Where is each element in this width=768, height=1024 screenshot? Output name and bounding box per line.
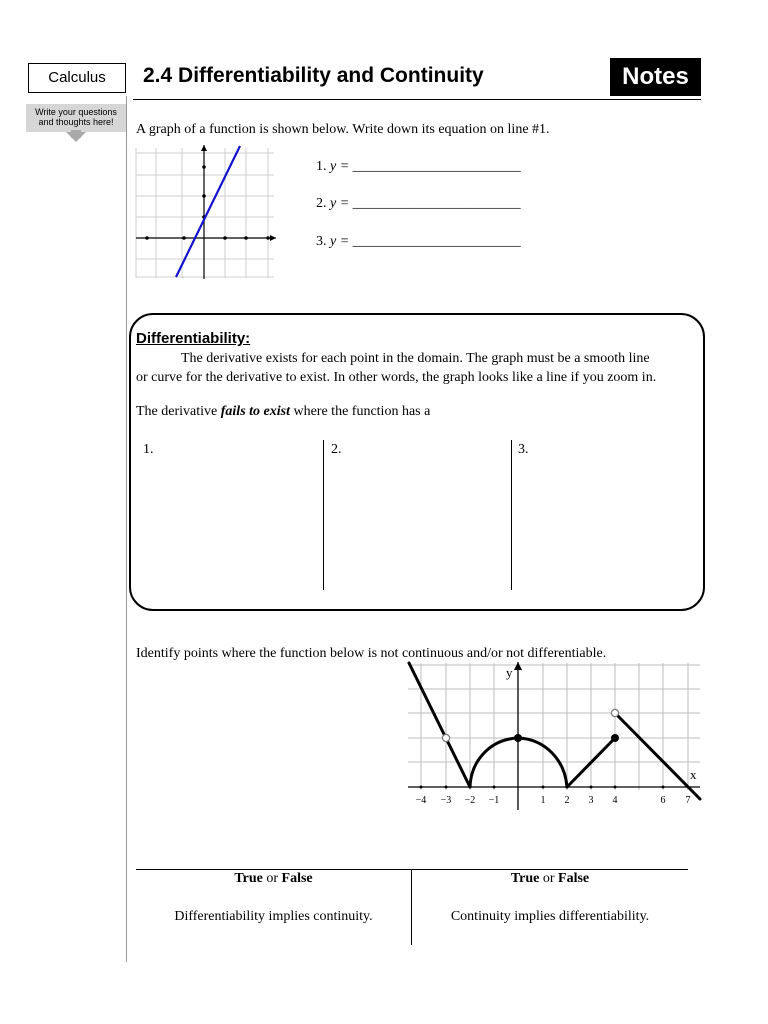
fails-to-exist-text [136, 404, 430, 420]
margin-prompt-line-1: Write your questions [35, 107, 117, 117]
margin-line [126, 96, 127, 962]
tf-statement-left: Differentiability implies continuity. [174, 909, 373, 924]
margin-prompt-line-2: and thoughts here! [38, 117, 114, 127]
equation-line-1-blank[interactable]: ________________________ [352, 159, 521, 174]
piecewise-function-graph [403, 660, 703, 812]
tick-label: 7 [685, 795, 691, 806]
tick-label: −4 [415, 795, 427, 806]
notes-badge: Notes [610, 58, 701, 96]
equation-line-1-num: 1. [316, 159, 327, 174]
equation-line-1-label: y = [330, 159, 350, 174]
equation-line-2[interactable] [316, 196, 521, 212]
tick-label: −2 [464, 795, 476, 806]
tick-label: 3 [588, 795, 594, 806]
tf-true-right[interactable]: True [510, 871, 540, 886]
margin-prompt [26, 104, 126, 132]
header-rule [133, 99, 701, 100]
course-label: Calculus [28, 63, 126, 93]
equation-line-2-label: y = [330, 196, 350, 211]
tick-label: 2 [564, 795, 570, 806]
x-axis-label: x [690, 767, 697, 782]
tick-label: −1 [488, 795, 500, 806]
tf-false-left[interactable]: False [281, 871, 313, 886]
page-title: 2.4 Differentiability and Continuity [143, 64, 484, 87]
equation-line-3-num: 3. [316, 234, 327, 249]
column-label-3: 3. [518, 442, 529, 457]
fails-emphasis: fails to exist [220, 404, 290, 419]
fails-prefix: The derivative [136, 404, 221, 419]
arrow-down-icon [66, 132, 86, 142]
equation-line-3-label: y = [330, 234, 350, 249]
tf-or-left: or [266, 871, 279, 886]
differentiability-para-1: The derivative exists for each point in the domain. The graph must be a smooth line [181, 351, 650, 366]
tf-or-right: or [542, 871, 555, 886]
tf-false-right[interactable]: False [558, 871, 590, 886]
linear-function-graph [134, 143, 279, 281]
tf-statement-right: Continuity implies differentiability. [450, 909, 650, 924]
equation-line-3[interactable] [316, 234, 521, 250]
tf-table-top-rule [136, 869, 688, 870]
identify-prompt: Identify points where the function below is not continuous and/or not differentiable. [136, 646, 607, 661]
column-divider-1 [323, 440, 324, 590]
equation-line-1[interactable] [316, 159, 521, 175]
equation-line-2-num: 2. [316, 196, 327, 211]
tf-header-right [412, 871, 688, 887]
tick-label: 1 [540, 795, 546, 806]
tick-label: 6 [660, 795, 666, 806]
tick-label: 4 [612, 795, 618, 806]
equation-line-2-blank[interactable]: ________________________ [352, 196, 521, 211]
tick-label: −3 [440, 795, 452, 806]
equation-line-3-blank[interactable]: ________________________ [352, 234, 521, 249]
differentiability-heading: Differentiability: [136, 330, 251, 347]
column-label-1: 1. [143, 442, 154, 457]
fails-suffix: where the function has a [289, 404, 431, 419]
tf-true-left[interactable]: True [234, 871, 263, 886]
intro-text: A graph of a function is shown below. Write down its equation on line #1. [136, 122, 550, 137]
y-axis-label: y [506, 665, 513, 680]
tf-header-left [136, 871, 411, 887]
column-divider-2 [511, 440, 512, 590]
differentiability-para-2: or curve for the derivative to exist. In other words, the graph looks like a line if you zoom in. [136, 370, 657, 385]
column-label-2: 2. [331, 442, 342, 457]
